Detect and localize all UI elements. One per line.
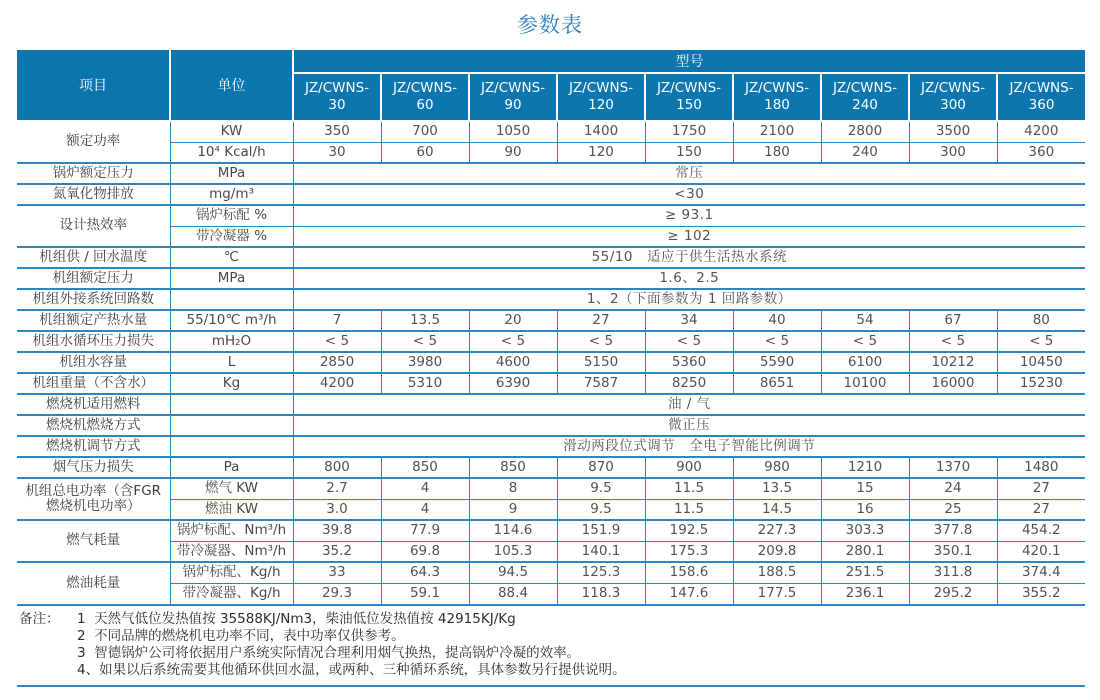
row-label: 设计热效率: [17, 205, 170, 247]
unit-cell: [170, 394, 293, 415]
value-cell: 2850: [293, 352, 381, 373]
value-cell: 54: [821, 310, 909, 331]
value-cell: 240: [821, 142, 909, 163]
value-cell: 227.3: [733, 520, 821, 541]
note-item: 3 智德锅炉公司将依据用户系统实际情况合理利用烟气换热，提高锅炉冷凝的效率。: [77, 645, 581, 661]
value-cell: 64.3: [381, 562, 469, 583]
value-cell: 5590: [733, 352, 821, 373]
table-row: [17, 415, 1085, 436]
value-cell: 4: [381, 499, 469, 520]
table-row: [17, 142, 1085, 163]
value-cell: 105.3: [469, 541, 557, 562]
table-row: [17, 226, 1085, 247]
model-header-cell-2: JZ/CWNS- 90: [469, 73, 557, 121]
value-cell: 1050: [469, 121, 557, 142]
value-cell: 34: [645, 310, 733, 331]
value-cell: 25: [909, 499, 997, 520]
row-label: 机组重量（不含水）: [17, 373, 170, 394]
value-cell: 9: [469, 499, 557, 520]
value-cell-span: 55/10 适应于供生活热水系统: [293, 247, 1085, 268]
unit-cell: 10⁴ Kcal/h: [170, 142, 293, 163]
value-cell: 8651: [733, 373, 821, 394]
note-item: 2 不同品牌的燃烧机电功率不同，表中功率仅供参考。: [77, 628, 405, 644]
row-label: 机组外接系统回路数: [17, 289, 170, 310]
row-label: 机组额定压力: [17, 268, 170, 289]
table-row: [17, 373, 1085, 394]
value-cell: 177.5: [733, 583, 821, 604]
value-cell: 118.3: [557, 583, 645, 604]
table-row: [17, 184, 1085, 205]
value-cell: 175.3: [645, 541, 733, 562]
table-row: [17, 331, 1085, 352]
value-cell: 1370: [909, 457, 997, 478]
value-cell-span: 微正压: [293, 415, 1085, 436]
table-row: [17, 289, 1085, 310]
value-cell: 900: [645, 457, 733, 478]
model-header-cell-5: JZ/CWNS- 180: [733, 73, 821, 121]
table-row: [17, 478, 1085, 499]
value-cell: 192.5: [645, 520, 733, 541]
value-cell: 10450: [997, 352, 1085, 373]
value-cell-span: ≥ 93.1: [293, 205, 1085, 226]
spec-table: [17, 50, 1085, 604]
value-cell: 3.0: [293, 499, 381, 520]
row-label: 燃气耗量: [17, 520, 170, 562]
value-cell: 251.5: [821, 562, 909, 583]
table-row: [17, 394, 1085, 415]
value-cell: 60: [381, 142, 469, 163]
value-cell: 13.5: [381, 310, 469, 331]
value-cell: 11.5: [645, 499, 733, 520]
value-cell-span: ≥ 102: [293, 226, 1085, 247]
table-row: [17, 562, 1085, 583]
value-cell: 16: [821, 499, 909, 520]
value-cell: 16000: [909, 373, 997, 394]
table-row: [17, 121, 1085, 142]
unit-cell: MPa: [170, 268, 293, 289]
value-cell: 147.6: [645, 583, 733, 604]
value-cell: 4600: [469, 352, 557, 373]
value-cell: 374.4: [997, 562, 1085, 583]
value-cell: 311.8: [909, 562, 997, 583]
value-cell-span: 滑动两段位式调节 全电子智能比例调节: [293, 436, 1085, 457]
value-cell: 1750: [645, 121, 733, 142]
value-cell: 120: [557, 142, 645, 163]
model-header-cell-1: JZ/CWNS- 60: [381, 73, 469, 121]
row-label: 燃油耗量: [17, 562, 170, 604]
value-cell: 77.9: [381, 520, 469, 541]
model-header-cell-7: JZ/CWNS- 300: [909, 73, 997, 121]
model-header-cell-6: JZ/CWNS- 240: [821, 73, 909, 121]
unit-cell: [170, 415, 293, 436]
column-header-model-group: 型号: [293, 50, 1085, 73]
value-cell: 800: [293, 457, 381, 478]
value-cell: 151.9: [557, 520, 645, 541]
value-cell: < 5: [381, 331, 469, 352]
value-cell: 420.1: [997, 541, 1085, 562]
table-row: [17, 268, 1085, 289]
table-header: [17, 50, 1085, 121]
value-cell: 236.1: [821, 583, 909, 604]
table-row: [17, 310, 1085, 331]
table-body: [17, 121, 1085, 604]
value-cell: 158.6: [645, 562, 733, 583]
value-cell: 2800: [821, 121, 909, 142]
value-cell: 88.4: [469, 583, 557, 604]
value-cell: 303.3: [821, 520, 909, 541]
value-cell: < 5: [557, 331, 645, 352]
value-cell: 114.6: [469, 520, 557, 541]
value-cell: 13.5: [733, 478, 821, 499]
unit-cell: mg/m³: [170, 184, 293, 205]
unit-cell: [170, 289, 293, 310]
value-cell: 8250: [645, 373, 733, 394]
value-cell: 9.5: [557, 478, 645, 499]
value-cell: 150: [645, 142, 733, 163]
unit-cell: 锅炉标配 %: [170, 205, 293, 226]
value-cell: 295.2: [909, 583, 997, 604]
row-label: 锅炉额定压力: [17, 163, 170, 184]
value-cell: 27: [997, 499, 1085, 520]
value-cell: 700: [381, 121, 469, 142]
value-cell: < 5: [733, 331, 821, 352]
row-label: 燃烧机适用燃料: [17, 394, 170, 415]
value-cell: 1210: [821, 457, 909, 478]
value-cell: 10212: [909, 352, 997, 373]
value-cell: 24: [909, 478, 997, 499]
column-header-unit: 单位: [170, 50, 293, 121]
value-cell: 69.8: [381, 541, 469, 562]
value-cell: 377.8: [909, 520, 997, 541]
row-label: 燃烧机调节方式: [17, 436, 170, 457]
value-cell: 59.1: [381, 583, 469, 604]
value-cell: 35.2: [293, 541, 381, 562]
value-cell: 850: [469, 457, 557, 478]
unit-cell: 燃油 KW: [170, 499, 293, 520]
value-cell: 2.7: [293, 478, 381, 499]
value-cell: 29.3: [293, 583, 381, 604]
value-cell: 7: [293, 310, 381, 331]
table-row: [17, 163, 1085, 184]
table-row: [17, 352, 1085, 373]
model-header-cell-4: JZ/CWNS- 150: [645, 73, 733, 121]
value-cell: 355.2: [997, 583, 1085, 604]
value-cell-span: <30: [293, 184, 1085, 205]
page-title: 参数表: [517, 13, 583, 37]
value-cell: 14.5: [733, 499, 821, 520]
value-cell: 4200: [997, 121, 1085, 142]
value-cell: 180: [733, 142, 821, 163]
row-label: 氮氧化物排放: [17, 184, 170, 205]
table-row: [17, 499, 1085, 520]
value-cell: < 5: [293, 331, 381, 352]
value-cell: 10100: [821, 373, 909, 394]
table-row: [17, 541, 1085, 562]
table-row: [17, 247, 1085, 268]
row-label: 机组水容量: [17, 352, 170, 373]
value-cell: 280.1: [821, 541, 909, 562]
model-header-cell-0: JZ/CWNS- 30: [293, 73, 381, 121]
value-cell: 1480: [997, 457, 1085, 478]
value-cell: < 5: [645, 331, 733, 352]
row-label: 烟气压力损失: [17, 457, 170, 478]
value-cell: < 5: [997, 331, 1085, 352]
column-header-item: 项目: [17, 50, 170, 121]
row-label: 机组总电功率（含FGR 燃烧机电功率）: [17, 478, 170, 520]
table-row: [17, 205, 1085, 226]
model-header-cell-3: JZ/CWNS- 120: [557, 73, 645, 121]
notes-label: 备注：: [19, 611, 60, 627]
unit-cell: MPa: [170, 163, 293, 184]
value-cell: 40: [733, 310, 821, 331]
unit-cell: Kg: [170, 373, 293, 394]
unit-cell: 带冷凝器 %: [170, 226, 293, 247]
value-cell-span: 1、2（下面参数为 1 回路参数）: [293, 289, 1085, 310]
unit-cell: [170, 436, 293, 457]
value-cell: 454.2: [997, 520, 1085, 541]
unit-cell: Pa: [170, 457, 293, 478]
notes-list: [77, 611, 1085, 679]
value-cell: 9.5: [557, 499, 645, 520]
value-cell: 870: [557, 457, 645, 478]
value-cell: 39.8: [293, 520, 381, 541]
value-cell: 188.5: [733, 562, 821, 583]
value-cell: 125.3: [557, 562, 645, 583]
value-cell: 94.5: [469, 562, 557, 583]
value-cell: 980: [733, 457, 821, 478]
value-cell: 90: [469, 142, 557, 163]
unit-cell: ℃: [170, 247, 293, 268]
value-cell: 80: [997, 310, 1085, 331]
value-cell: 1400: [557, 121, 645, 142]
value-cell: 7587: [557, 373, 645, 394]
table-row: [17, 436, 1085, 457]
value-cell: 300: [909, 142, 997, 163]
value-cell: 3500: [909, 121, 997, 142]
model-header-cell-8: JZ/CWNS- 360: [997, 73, 1085, 121]
value-cell: 11.5: [645, 478, 733, 499]
value-cell: 140.1: [557, 541, 645, 562]
value-cell: 6390: [469, 373, 557, 394]
value-cell: 350.1: [909, 541, 997, 562]
row-label: 机组额定产热水量: [17, 310, 170, 331]
value-cell: < 5: [821, 331, 909, 352]
value-cell: 360: [997, 142, 1085, 163]
notes-section: [17, 604, 1085, 687]
value-cell: 27: [997, 478, 1085, 499]
value-cell: 67: [909, 310, 997, 331]
value-cell-span: 油 / 气: [293, 394, 1085, 415]
table-row: [17, 520, 1085, 541]
value-cell: 27: [557, 310, 645, 331]
value-cell: 15: [821, 478, 909, 499]
row-label: 燃烧机燃烧方式: [17, 415, 170, 436]
header-row-top: [17, 50, 1085, 73]
unit-cell: 燃气 KW: [170, 478, 293, 499]
row-label: 机组供 / 回水温度: [17, 247, 170, 268]
value-cell: 2100: [733, 121, 821, 142]
value-cell: 6100: [821, 352, 909, 373]
value-cell: 350: [293, 121, 381, 142]
table-row: [17, 457, 1085, 478]
unit-cell: L: [170, 352, 293, 373]
value-cell: 30: [293, 142, 381, 163]
row-label: 机组水循环压力损失: [17, 331, 170, 352]
value-cell: 5360: [645, 352, 733, 373]
value-cell: < 5: [909, 331, 997, 352]
unit-cell: 带冷凝器、Kg/h: [170, 583, 293, 604]
unit-cell: 带冷凝器、Nm³/h: [170, 541, 293, 562]
value-cell: 4200: [293, 373, 381, 394]
value-cell: 3980: [381, 352, 469, 373]
unit-cell: KW: [170, 121, 293, 142]
value-cell: 8: [469, 478, 557, 499]
value-cell: 20: [469, 310, 557, 331]
unit-cell: 锅炉标配、Kg/h: [170, 562, 293, 583]
value-cell: 850: [381, 457, 469, 478]
value-cell: 209.8: [733, 541, 821, 562]
value-cell-span: 1.6、2.5: [293, 268, 1085, 289]
note-item: 1 天然气低位发热值按 35588KJ/Nm3，柴油低位发热值按 42915KJ/Kg: [77, 611, 516, 627]
note-item: 4、如果以后系统需要其他循环供回水温，或两种、三种循环系统，具体参数另行提供说明。: [77, 662, 626, 678]
value-cell: 33: [293, 562, 381, 583]
value-cell: 4: [381, 478, 469, 499]
value-cell: 5150: [557, 352, 645, 373]
unit-cell: mH₂O: [170, 331, 293, 352]
unit-cell: 锅炉标配、Nm³/h: [170, 520, 293, 541]
row-label: 额定功率: [17, 121, 170, 163]
value-cell: 5310: [381, 373, 469, 394]
table-row: [17, 583, 1085, 604]
unit-cell: 55/10℃ m³/h: [170, 310, 293, 331]
value-cell-span: 常压: [293, 163, 1085, 184]
value-cell: 15230: [997, 373, 1085, 394]
value-cell: < 5: [469, 331, 557, 352]
